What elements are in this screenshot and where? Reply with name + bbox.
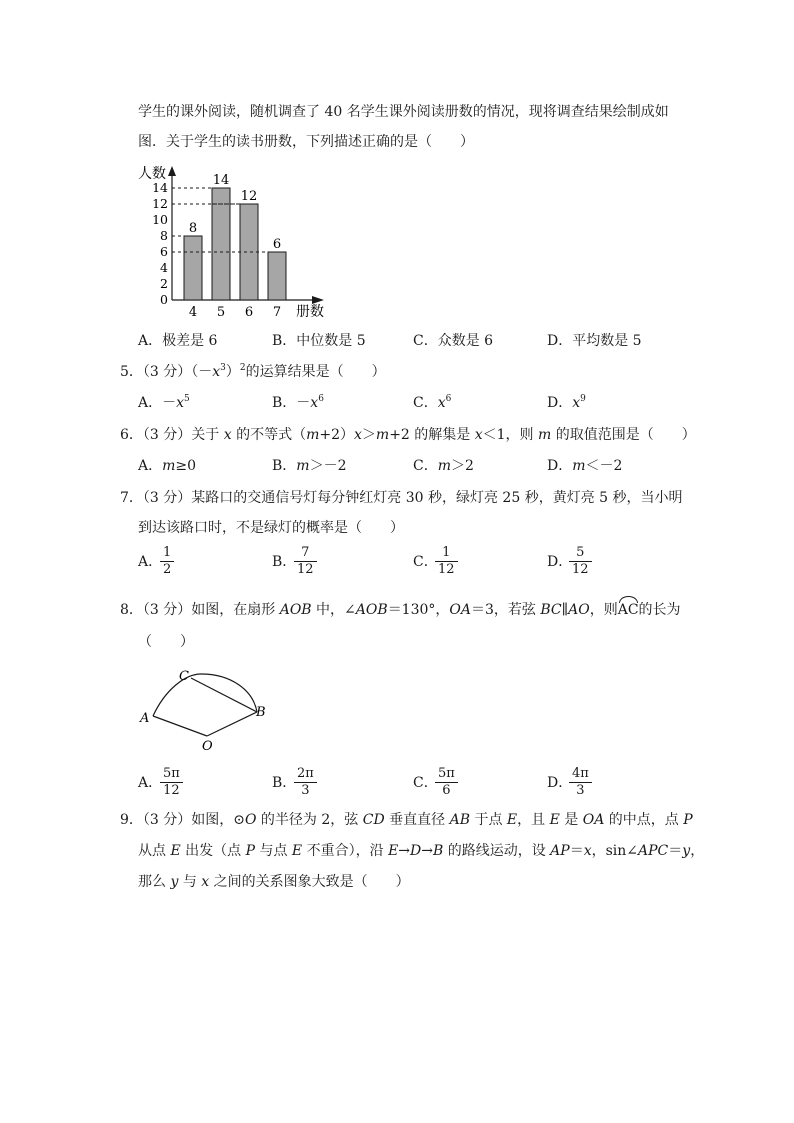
- bar: [184, 236, 202, 300]
- q5-option-a: A．$-x^5$: [138, 394, 190, 411]
- x-axis-arrow: [312, 296, 324, 304]
- q8-option-a-label: A．: [138, 775, 163, 791]
- point-c-label: C: [179, 669, 189, 684]
- q5-stem: 5．（3 分）$(-x^3)^2$的运算结果是（ ）: [120, 363, 386, 380]
- q7-option-b-label: B．: [272, 554, 297, 570]
- x-tick-label: 7: [272, 305, 282, 320]
- chord-bc: [191, 678, 257, 712]
- q5-option-d: D．$x^9$: [547, 394, 586, 411]
- q8-option-c-fraction: $\frac{5\pi}{6}$: [435, 766, 458, 799]
- q7-line1: 7．（3 分）某路口的交通信号灯每分钟红灯亮 30 秒，绿灯亮 25 秒，黄灯亮 5 秒，当小明: [120, 490, 683, 506]
- q7-option-c-fraction: $\frac{1}{12}$: [435, 545, 458, 578]
- q6-option-d: D．m＜－2: [547, 458, 623, 474]
- point-a-label: A: [140, 711, 150, 726]
- bar-value-label: 14: [212, 173, 230, 188]
- bar-value-label: 12: [240, 189, 258, 204]
- q7-option-d-fraction: $\frac{5}{12}$: [569, 545, 592, 578]
- bar-value-label: 8: [188, 221, 198, 236]
- bar: [212, 188, 230, 300]
- q4-option-c: C．众数是 6: [413, 333, 494, 349]
- q6-option-a: A．m≥0: [138, 458, 197, 474]
- point-b-label: B: [256, 705, 266, 720]
- q4-line1: 学生的课外阅读，随机调查了 40 名学生课外阅读册数的情况，现将调查结果绘制成如: [138, 104, 669, 120]
- x-tick-label: 6: [244, 305, 254, 320]
- q9-line3: 那么 y 与 x 之间的关系图象大致是（ ）: [138, 874, 410, 890]
- q4-option-a: A．极差是 6: [138, 333, 218, 349]
- q6-option-c: C．m＞2: [413, 458, 474, 474]
- q9-line1: 9．（3 分）如图，⊙O 的半径为 2，弦 CD 垂直直径 AB 于点 E，且 E 是 OA 的中点，点 P: [120, 812, 693, 828]
- q4-option-d: D．平均数是 5: [547, 333, 642, 349]
- y-tick-label: 4: [160, 260, 168, 275]
- y-tick-label: 8: [160, 228, 168, 243]
- q8-option-d-label: D．: [547, 775, 573, 791]
- sector-figure: [135, 662, 275, 754]
- y-axis-label: 人数: [138, 166, 166, 182]
- sector-arc: [153, 674, 257, 716]
- point-o-label: O: [202, 739, 213, 754]
- q4-line2: 图．关于学生的读书册数，下列描述正确的是（ ）: [138, 134, 474, 150]
- x-axis-label: 册数: [296, 304, 324, 320]
- y-tick-label: 10: [152, 212, 168, 227]
- y-tick-label: 2: [160, 276, 168, 291]
- q7-option-c-label: C．: [413, 554, 438, 570]
- q7-option-b-fraction: $\frac{7}{12}$: [294, 545, 317, 578]
- radius-oa: [153, 716, 207, 736]
- y-tick-label: 12: [152, 196, 168, 211]
- q8-option-d-fraction: $\frac{4\pi}{3}$: [569, 766, 592, 799]
- q8-option-b-label: B．: [272, 775, 297, 791]
- y-tick-label: 0: [160, 292, 168, 307]
- bar-value-label: 6: [272, 237, 282, 252]
- q5-option-b: B．$-x^6$: [272, 394, 324, 411]
- radius-ob: [207, 712, 257, 736]
- q9-line2: 从点 E 出发（点 P 与点 E 不重合），沿 E→D→B 的路线运动，设 AP＝x，sin∠APC＝y，: [138, 843, 705, 859]
- q6-stem: 6．（3 分）关于 x 的不等式（m+2）x＞m+2 的解集是 x＜1，则 m 的取值范围是（ ）: [120, 427, 696, 443]
- q7-option-a-label: A．: [138, 554, 163, 570]
- q8-line2: （ ）: [138, 634, 194, 650]
- q7-line2: 到达该路口时，不是绿灯的概率是（ ）: [138, 520, 404, 536]
- bar: [240, 204, 258, 300]
- q8-option-a-fraction: $\frac{5\pi}{12}$: [160, 766, 183, 799]
- y-tick-label: 14: [152, 180, 168, 195]
- q4-option-b: B．中位数是 5: [272, 333, 366, 349]
- y-axis-arrow: [168, 166, 176, 176]
- bar-chart: [130, 160, 340, 320]
- q8-option-b-fraction: $\frac{2\pi}{3}$: [294, 766, 317, 799]
- q8-stem: 8．（3 分）如图，在扇形 AOB 中，∠AOB＝130°，OA＝3，若弦 BC∥AO，则AC的长为: [120, 602, 681, 618]
- x-tick-label: 4: [188, 305, 198, 320]
- bar: [268, 252, 286, 300]
- x-tick-label: 5: [216, 305, 226, 320]
- q7-option-a-fraction: $\frac{1}{2}$: [160, 545, 174, 578]
- q5-option-c: C．$x^6$: [413, 394, 452, 411]
- q6-option-b: B．m＞－2: [272, 458, 347, 474]
- q7-option-d-label: D．: [547, 554, 573, 570]
- y-tick-label: 6: [160, 244, 168, 259]
- q8-option-c-label: C．: [413, 775, 438, 791]
